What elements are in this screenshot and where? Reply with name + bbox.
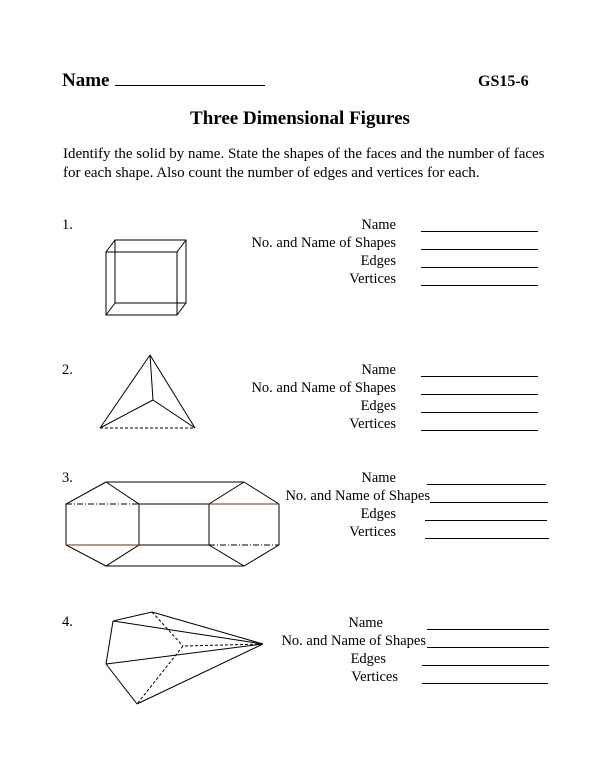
field-label-name: Name	[361, 362, 396, 378]
field-label-name: Name	[361, 217, 396, 233]
field-label-shapes: No. and Name of Shapes	[285, 488, 430, 504]
field-label-shapes: No. and Name of Shapes	[281, 633, 426, 649]
field-label-name: Name	[348, 615, 383, 631]
field-label-vertices: Vertices	[349, 524, 396, 540]
problem-number-3: 3.	[62, 470, 73, 486]
field-label-vertices: Vertices	[351, 669, 398, 685]
field-label-name: Name	[361, 470, 396, 486]
problem-number-1: 1.	[62, 217, 73, 233]
instructions: Identify the solid by name. State the shapes of the faces and the number of faces for each shape. Also count the number of edges and vertices for each.	[63, 146, 545, 181]
field-label-shapes: No. and Name of Shapes	[251, 380, 396, 396]
name-label: Name	[62, 70, 110, 91]
field-label-vertices: Vertices	[349, 271, 396, 287]
problem-number-2: 2.	[62, 362, 73, 378]
field-label-edges: Edges	[360, 253, 396, 269]
worksheet-code: GS15-6	[478, 73, 529, 90]
field-label-edges: Edges	[360, 506, 396, 522]
page-title: Three Dimensional Figures	[190, 108, 410, 129]
field-label-edges: Edges	[360, 398, 396, 414]
field-label-vertices: Vertices	[349, 416, 396, 432]
field-label-shapes: No. and Name of Shapes	[251, 235, 396, 251]
problem-number-4: 4.	[62, 614, 73, 630]
field-label-edges: Edges	[350, 651, 386, 667]
